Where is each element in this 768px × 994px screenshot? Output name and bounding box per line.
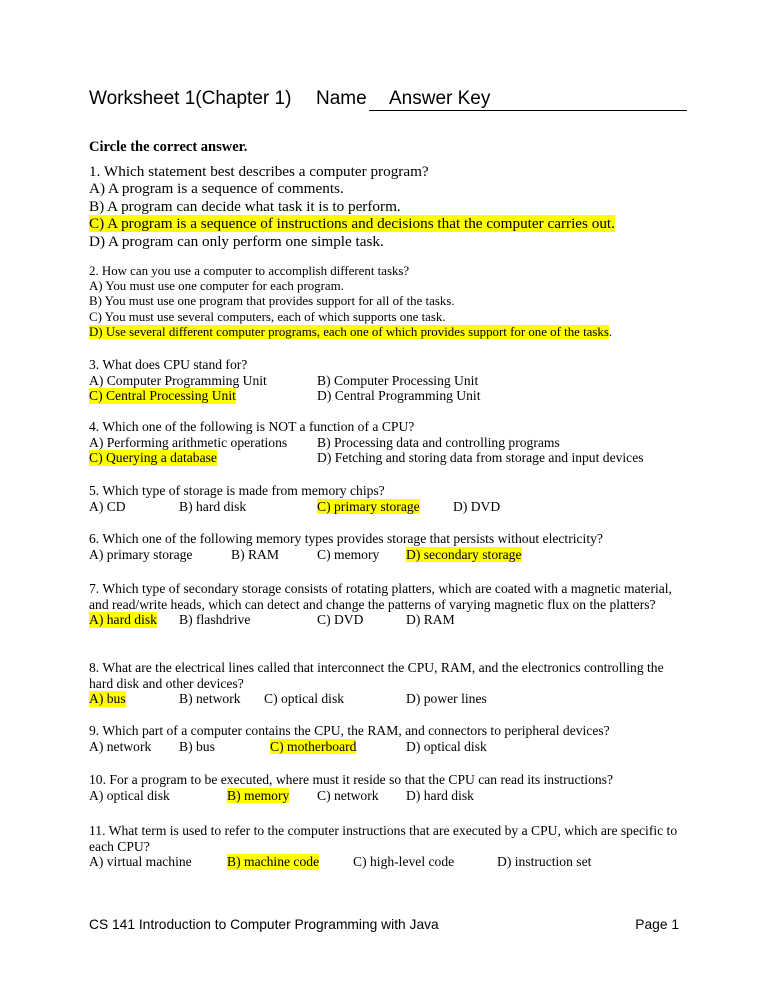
question-stem: 3. What does CPU stand for? [89,357,248,372]
course-title: CS 141 Introduction to Computer Programming with Java [89,917,439,932]
question-7 [89,581,689,628]
question-3 [89,357,689,404]
option-a: A) CD [89,498,126,514]
question-8 [89,660,689,707]
option-a: A) Computer Programming Unit [89,372,267,388]
option-b: B) flashdrive [179,612,251,628]
option-c-correct: C) A program is a sequence of instructions and decisions that the computer carries out. [89,215,615,233]
question-10 [89,772,689,803]
option-b-correct: B) machine code [227,854,320,870]
question-stem: 7. Which type of secondary storage consists of rotating platters, which are coated with a magnetic material, and read/write heads, which can detect and change the patterns of varying magnetic flux on the platters? [89,581,672,612]
question-stem: 6. Which one of the following memory types provides storage that persists without electricity? [89,531,603,546]
option-d: D) Fetching and storing data from storage and input devices [317,450,644,466]
instructions: Circle the correct answer. [89,139,248,155]
option-c-correct: C) Central Processing Unit [89,388,236,404]
option-c: C) memory [317,546,380,562]
name-label: Name [316,88,367,109]
option-b: B) Computer Processing Unit [317,372,479,388]
option-d: D) A program can only perform one simple task. [89,232,384,250]
option-d: D) DVD [453,498,501,514]
worksheet-header [89,88,491,110]
question-5 [89,483,689,514]
question-stem: 9. Which part of a computer contains the CPU, the RAM, and connectors to peripheral devices? [89,723,610,738]
option-c: C) high-level code [353,854,455,870]
option-d-period: . [608,324,613,339]
page-number: Page 1 [635,917,679,932]
option-b: B) network [179,691,241,707]
option-b: B) You must use one program that provides support for all of the tasks. [89,294,455,309]
option-b: B) hard disk [179,498,247,514]
question-2 [89,264,689,340]
option-c: C) network [317,787,379,803]
option-a: A) Performing arithmetic operations [89,434,288,450]
option-b: B) RAM [231,546,279,562]
question-stem: 1. Which statement best describes a computer program? [89,163,429,180]
question-11 [89,823,689,870]
option-a: A) A program is a sequence of comments. [89,180,344,198]
option-d: D) power lines [406,691,487,707]
option-b-correct: B) memory [227,787,290,803]
option-c: C) optical disk [264,691,345,707]
question-stem: 11. What term is used to refer to the computer instructions that are executed by a CPU, which are specific to each CPU? [89,823,678,854]
option-c: C) You must use several computers, each of which supports one task. [89,309,446,324]
option-d: D) instruction set [497,854,592,870]
question-1 [89,163,689,250]
option-d: D) optical disk [406,738,487,754]
option-b: B) Processing data and controlling programs [317,434,560,450]
question-6 [89,531,689,562]
option-d: D) hard disk [406,787,474,803]
name-field [369,88,687,111]
option-c-correct: C) motherboard [270,738,357,754]
option-a: A) virtual machine [89,854,192,870]
option-b: B) bus [179,738,215,754]
question-stem: 4. Which one of the following is NOT a function of a CPU? [89,419,415,434]
name-value: Answer Key [389,88,491,109]
option-d-correct: D) secondary storage [406,546,522,562]
option-a: A) primary storage [89,546,193,562]
option-c-correct: C) Querying a database [89,450,217,466]
question-stem: 8. What are the electrical lines called that interconnect the CPU, RAM, and the electronics controlling the hard disk and other devices? [89,660,664,691]
option-a: A) network [89,738,152,754]
page-footer [89,917,679,932]
option-d-correct: D) Use several different computer programs, each one of which provides support for one of the tasks [89,324,609,339]
option-d: D) RAM [406,612,455,628]
option-b: B) A program can decide what task it is to perform. [89,197,401,215]
option-a-correct: A) hard disk [89,612,157,628]
option-d: D) Central Programming Unit [317,388,481,404]
option-c: C) DVD [317,612,364,628]
question-stem: 2. How can you use a computer to accomplish different tasks? [89,264,410,278]
question-stem: 5. Which type of storage is made from memory chips? [89,483,385,498]
question-9 [89,723,689,754]
option-a: A) optical disk [89,787,170,803]
option-a-correct: A) bus [89,691,126,707]
worksheet-title: Worksheet 1(Chapter 1) [89,88,292,109]
question-4 [89,419,689,466]
question-stem: 10. For a program to be executed, where must it reside so that the CPU can read its instructions? [89,772,613,787]
option-a: A) You must use one computer for each program. [89,279,344,294]
option-c-correct: C) primary storage [317,498,420,514]
